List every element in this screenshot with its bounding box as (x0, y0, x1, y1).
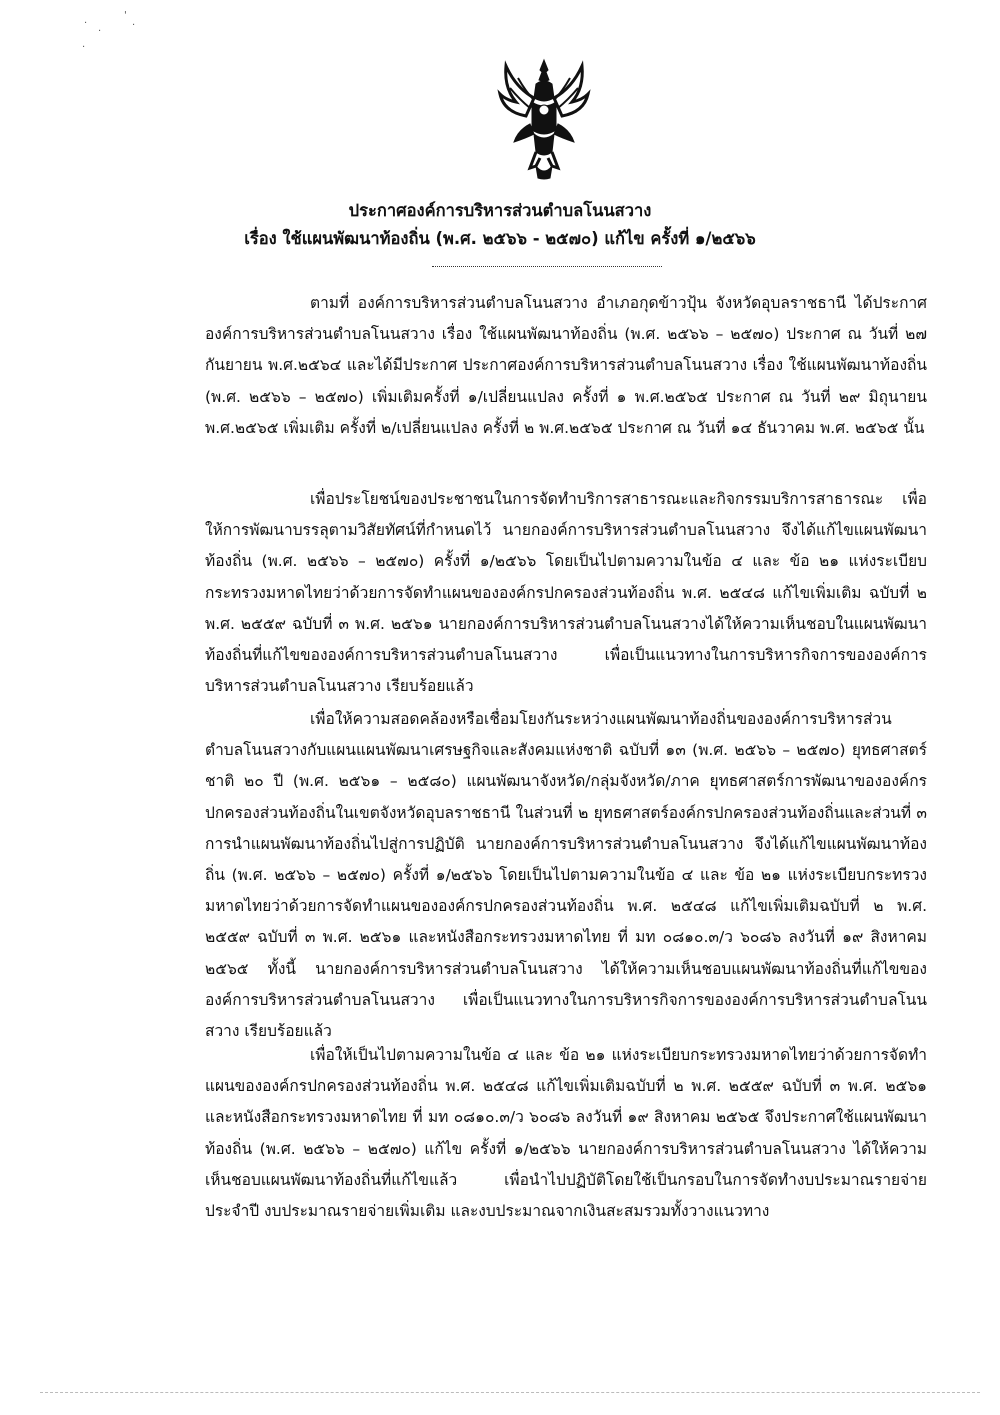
scan-speck: · (82, 42, 86, 53)
body-paragraph: เพื่อให้เป็นไปตามความในข้อ ๔ และ ข้อ ๒๑ แห่งระเบียบกระทรวงมหาดไทยว่าด้วยการจัดทำแผนขององค์กรปกครองส่วนท้องถิ่น พ.ศ. ๒๕๔๘ แก้ไขเพิ่มเติมฉบับที่ ๒ พ.ศ. ๒๕๕๙ ฉบับที่ ๓ พ.ศ. ๒๕๖๑ และหนังสือกระทรวงมหาดไทย ที่ มท ๐๘๑๐.๓/ว ๖๐๘๖ ลงวันที่ ๑๙ สิงหาคม ๒๕๖๕ จึงประกาศใช้แผนพัฒนาท้องถิ่น (พ.ศ. ๒๕๖๖ – ๒๕๗๐) แก้ไข ครั้งที่ ๑/๒๕๖๖ นายกองค์การบริหารส่วนตำบลโนนสวาง ได้ให้ความเห็นชอบแผนพัฒนาท้องถิ่นที่แก้ไขแล้ว เพื่อนำไปปฏิบัติโดยใช้เป็นกรอบในการจัดทำงบประมาณรายจ่ายประจำปี งบประมาณรายจ่ายเพิ่มเติม และงบประมาณจากเงินสะสมรวมทั้งวางแนวทาง (205, 1046, 927, 1221)
body-paragraph: ตามที่ องค์การบริหารส่วนตำบลโนนสวาง อำเภอกุดข้าวปุ้น จังหวัดอุบลราชธานี ได้ประกาศองค์การบริหารส่วนตำบลโนนสวาง เรื่อง ใช้แผนพัฒนาท้องถิ่น (พ.ศ. ๒๕๖๖ – ๒๕๗๐) ประกาศ ณ วันที่ ๒๗ กันยายน พ.ศ.๒๕๖๔ และได้มีประกาศ ประกาศองค์การบริหารส่วนตำบลโนนสวาง เรื่อง ใช้แผนพัฒนาท้องถิ่น (พ.ศ. ๒๕๖๖ – ๒๕๗๐) เพิ่มเติมครั้งที่ ๑/เปลี่ยนแปลง ครั้งที่ ๑ พ.ศ.๒๕๖๕ ประกาศ ณ วันที่ ๒๙ มิถุนายน พ.ศ.๒๕๖๕ เพิ่มเติม ครั้งที่ ๒/เปลี่ยนแปลง ครั้งที่ ๒ พ.ศ.๒๕๖๕ ประกาศ ณ วันที่ ๑๔ ธันวาคม พ.ศ. ๒๕๖๕ นั้น (205, 294, 927, 437)
scan-edge-noise (40, 1392, 980, 1393)
announcement-subject: เรื่อง ใช้แผนพัฒนาท้องถิ่น (พ.ศ. ๒๕๖๖ - ๒๕๗๐) แก้ไข ครั้งที่ ๑/๒๕๖๖ (244, 229, 756, 248)
scan-speck: · (132, 20, 136, 31)
scan-speck: · (84, 18, 88, 29)
body-paragraph: เพื่อประโยชน์ของประชาชนในการจัดทำบริการสาธารณะและกิจกรรมบริการสาธารณะ เพื่อให้การพัฒนาบรรลุตามวิสัยทัศน์ที่กำหนดไว้ นายกองค์การบริหารส่วนตำบลโนนสวาง จึงได้แก้ไขแผนพัฒนาท้องถิ่น (พ.ศ. ๒๕๖๖ – ๒๕๗๐) ครั้งที่ ๑/๒๕๖๖ โดยเป็นไปตามความในข้อ ๔ และ ข้อ ๒๑ แห่งระเบียบกระทรวงมหาดไทยว่าด้วยการจัดทำแผนขององค์กรปกครองส่วนท้องถิ่น พ.ศ. ๒๕๔๘ แก้ไขเพิ่มเติม ฉบับที่ ๒ พ.ศ. ๒๕๕๙ ฉบับที่ ๓ พ.ศ. ๒๕๖๑ นายกองค์การบริหารส่วนตำบลโนนสวางได้ให้ความเห็นชอบในแผนพัฒนาท้องถิ่นที่แก้ไขขององค์การบริหารส่วนตำบลโนนสวาง เพื่อเป็นแนวทางในการบริหารกิจการขององค์การบริหารส่วนตำบลโนนสวาง เรียบร้อยแล้ว (205, 490, 927, 696)
body-paragraph: เพื่อให้ความสอดคล้องหรือเชื่อมโยงกันระหว่างแผนพัฒนาท้องถิ่นขององค์การบริหารส่วนตำบลโนนสวางกับแผนแผนพัฒนาเศรษฐกิจและสังคมแห่งชาติ ฉบับที่ ๑๓ (พ.ศ. ๒๕๖๖ – ๒๕๗๐) ยุทธศาสตร์ชาติ ๒๐ ปี (พ.ศ. ๒๕๖๑ – ๒๕๘๐) แผนพัฒนาจังหวัด/กลุ่มจังหวัด/ภาค ยุทธศาสตร์การพัฒนาขององค์กรปกครองส่วนท้องถิ่นในเขตจังหวัดอุบลราชธานี ในส่วนที่ ๒ ยุทธศาสตร์องค์กรปกครองส่วนท้องถิ่นและส่วนที่ ๓ การนำแผนพัฒนาท้องถิ่นไปสู่การปฏิบัติ นายกองค์การบริหารส่วนตำบลโนนสวาง จึงได้แก้ไขแผนพัฒนาท้องถิ่น (พ.ศ. ๒๕๖๖ – ๒๕๗๐) ครั้งที่ ๑/๒๕๖๖ โดยเป็นไปตามความในข้อ ๔ และ ข้อ ๒๑ แห่งระเบียบกระทรวงมหาดไทยว่าด้วยการจัดทำแผนขององค์กรปกครองส่วนท้องถิ่น พ.ศ. ๒๕๔๘ แก้ไขเพิ่มเติมฉบับที่ ๒ พ.ศ. ๒๕๕๙ ฉบับที่ ๓ พ.ศ. ๒๕๖๑ และหนังสือกระทรวงมหาดไทย ที่ มท ๐๘๑๐.๓/ว ๖๐๘๖ ลงวันที่ ๑๙ สิงหาคม ๒๕๖๕ ทั้งนี้ นายกองค์การบริหารส่วนตำบลโนนสวาง ได้ให้ความเห็นชอบแผนพัฒนาท้องถิ่นที่แก้ไขขององค์การบริหารส่วนตำบลโนนสวาง เพื่อเป็นแนวทางในการบริหารกิจการขององค์การบริหารส่วนตำบลโนนสวาง เรียบร้อยแล้ว (205, 710, 927, 1041)
scan-speck: · (98, 26, 102, 37)
title-separator (432, 266, 662, 267)
scan-speck: ' (124, 10, 127, 21)
garuda-emblem-icon (496, 58, 592, 180)
announcement-title: ประกาศองค์การบริหารส่วนตำบลโนนสวาง (348, 201, 652, 220)
